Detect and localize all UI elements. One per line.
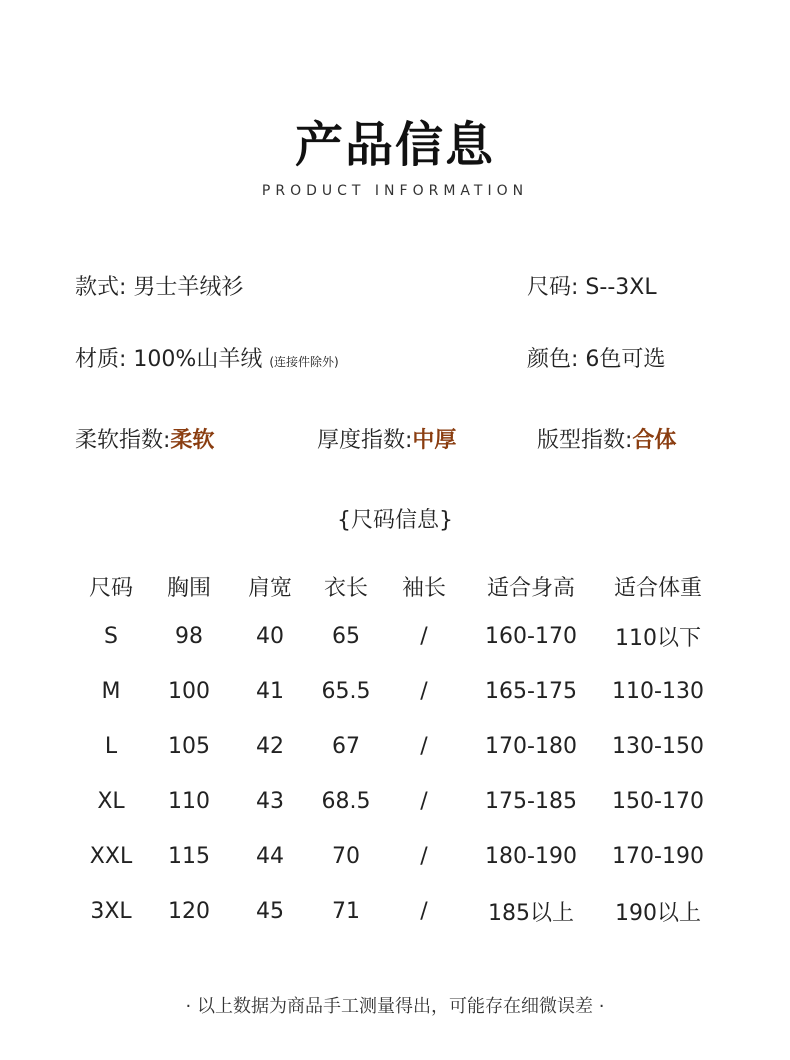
table-cell: 41	[256, 679, 284, 704]
header-cell: 衣长	[323, 575, 368, 601]
table-cell: /	[420, 844, 428, 869]
index-fit	[537, 423, 676, 454]
table-cell: M	[101, 679, 121, 704]
index-thickness	[317, 423, 456, 454]
table-cell: /	[420, 624, 428, 649]
header-cell: 袖长	[401, 575, 446, 601]
table-cell: 100	[168, 679, 210, 704]
spec-size-label: 尺码:	[527, 275, 579, 300]
index-thickness-label: 厚度指数:	[317, 428, 413, 453]
table-cell: 71	[332, 899, 360, 924]
table-cell: 45	[256, 899, 284, 924]
table-row	[72, 719, 722, 774]
spec-color	[527, 342, 665, 373]
table-cell: 110以下	[615, 626, 701, 651]
table-cell: XXL	[89, 844, 133, 869]
table-cell: 115	[168, 844, 210, 869]
table-row	[72, 884, 722, 939]
table-cell: /	[420, 679, 428, 704]
header-cell: 胸围	[166, 575, 211, 601]
table-cell: 44	[256, 844, 284, 869]
spec-size-value: S--3XL	[585, 275, 657, 300]
spec-material-value: 100%山羊绒	[133, 347, 263, 372]
table-cell: L	[104, 734, 118, 759]
spec-style-label: 款式:	[75, 275, 127, 300]
table-cell: 65.5	[321, 679, 371, 704]
table-cell: 40	[256, 624, 284, 649]
table-cell: 150-170	[612, 789, 704, 814]
header-cell: 尺码	[88, 575, 133, 601]
table-row	[72, 774, 722, 829]
table-cell: 170-180	[485, 734, 577, 759]
measurement-note: · 以上数据为商品手工测量得出，可能存在细微误差 ·	[185, 996, 605, 1017]
index-fit-label: 版型指数:	[537, 428, 633, 453]
table-row	[72, 829, 722, 884]
index-thickness-value: 中厚	[412, 428, 457, 453]
header-cell: 适合身高	[486, 575, 575, 601]
table-row	[72, 664, 722, 719]
index-softness-label: 柔软指数:	[75, 428, 171, 453]
table-cell: 3XL	[90, 899, 132, 924]
table-cell: S	[104, 624, 118, 649]
table-row	[72, 609, 722, 664]
table-cell: 175-185	[485, 789, 577, 814]
index-softness-value: 柔软	[170, 428, 215, 453]
table-cell: 68.5	[321, 789, 371, 814]
spec-color-value: 6色可选	[585, 347, 666, 372]
table-cell: 185以上	[488, 901, 574, 926]
header-cell: 肩宽	[247, 575, 292, 601]
table-cell: 120	[168, 899, 210, 924]
table-cell: 180-190	[485, 844, 577, 869]
spec-style	[75, 270, 243, 301]
table-cell: 130-150	[612, 734, 704, 759]
spec-material	[75, 342, 339, 373]
size-table	[72, 563, 722, 939]
table-cell: /	[420, 734, 428, 759]
table-cell: 110	[168, 789, 210, 814]
spec-style-value: 男士羊绒衫	[133, 275, 244, 300]
table-cell: 110-130	[612, 679, 704, 704]
index-softness	[75, 423, 214, 454]
table-cell: 65	[332, 624, 360, 649]
header-cell: 适合体重	[613, 575, 702, 601]
table-cell: /	[420, 789, 428, 814]
spec-material-label: 材质:	[75, 347, 127, 372]
size-table-header	[72, 563, 722, 609]
table-cell: 105	[168, 734, 210, 759]
spec-size	[527, 270, 657, 301]
table-cell: 160-170	[485, 624, 577, 649]
table-cell: 190以上	[615, 901, 701, 926]
page-subtitle: PRODUCT INFORMATION	[261, 183, 529, 199]
table-cell: /	[420, 899, 428, 924]
table-cell: 98	[175, 624, 203, 649]
table-cell: 43	[256, 789, 284, 814]
table-cell: 165-175	[485, 679, 577, 704]
table-cell: 170-190	[612, 844, 704, 869]
page-title: 产品信息	[294, 117, 495, 173]
spec-material-note: (连接件除外)	[269, 355, 339, 369]
index-fit-value: 合体	[632, 428, 677, 453]
spec-color-label: 颜色:	[527, 347, 579, 372]
table-cell: 42	[256, 734, 284, 759]
table-cell: XL	[97, 789, 125, 814]
size-section-title: {尺码信息}	[337, 508, 453, 533]
table-cell: 70	[332, 844, 360, 869]
table-cell: 67	[332, 734, 360, 759]
